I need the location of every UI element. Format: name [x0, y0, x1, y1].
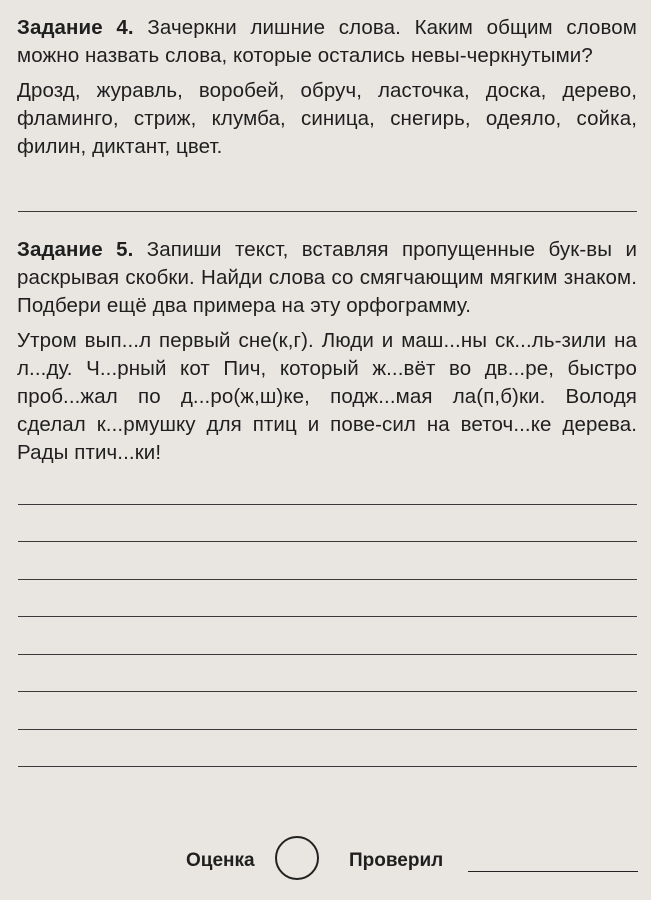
answer-line[interactable] — [18, 504, 637, 505]
task-4-title: Задание 4. — [17, 16, 134, 39]
checked-by-label: Проверил — [349, 850, 444, 871]
task-5-title: Задание 5. — [17, 238, 134, 261]
task-4-word-list: Дрозд, журавль, воробей, обруч, ласточка, доска, дерево, фламинго, стриж, клумба, синица, снегирь, одеяло, сойка, филин, диктант, цвет. — [17, 79, 637, 158]
task-5-text: Утром вып...л первый сне(к,г). Люди и маш...ны ск...ль-зили на л...ду. Ч...рный кот Пич, который ж...вёт во дв...ре, быстро проб...жал по д...ро(ж,ш)ке, подж...мая ла(п,б)ки. Володя сделал к...рмушку для птиц и пове-сил на веточ...ке дерева. Рады птич...ки! — [17, 329, 637, 464]
answer-line[interactable] — [18, 579, 637, 580]
grade-circle[interactable] — [275, 836, 319, 880]
task-5 — [17, 236, 637, 467]
answer-line[interactable] — [18, 541, 637, 542]
answer-line[interactable] — [18, 211, 637, 212]
answer-line[interactable] — [18, 691, 637, 692]
task-4-instruction-text: Зачеркни лишние слова. Каким общим словом можно назвать слова, которые остались невы-черкнутыми? — [17, 16, 637, 67]
task-4 — [17, 14, 637, 161]
task-5-instruction — [17, 236, 637, 320]
answer-line[interactable] — [18, 654, 637, 655]
grade-label: Оценка — [186, 850, 255, 871]
answer-line[interactable] — [18, 729, 637, 730]
answer-line[interactable] — [18, 616, 637, 617]
task-4-instruction — [17, 14, 637, 70]
grading-footer — [0, 836, 651, 886]
answer-line[interactable] — [18, 766, 637, 767]
task-5-instruction-text: Запиши текст, вставляя пропущенные бук-вы и раскрывая скобки. Найди слова со смягчающим мягким знаком. Подбери ещё два примера на эту орфограмму. — [17, 238, 637, 317]
signature-line[interactable] — [468, 871, 638, 872]
